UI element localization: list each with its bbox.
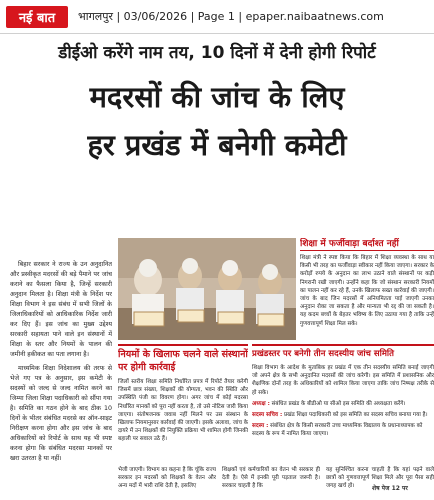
- box-title: शिक्षा में फर्जीवाड़ा बर्दाश्त नहीं: [300, 238, 434, 251]
- bottom-columns: [118, 466, 434, 500]
- committee-item-label: सदस्य :: [252, 423, 269, 430]
- bottom-column: भेजी जाएगी। विभाग का कहना है कि चूंकि राज्य सरकार इन मदरसों को शिक्षकों के वेतन और अन्य मदों में भारी राशि देती है, इसलिए: [118, 467, 216, 490]
- committee-item: [252, 422, 434, 438]
- masthead: [0, 0, 434, 34]
- subheadline: डीईओ करेंगे नाम तय, 10 दिनों में देनी होगी रिपोर्ट: [58, 43, 376, 63]
- article-body: [10, 260, 112, 488]
- box-title: नियमों के खिलाफ चलने वाले संस्थानों पर होगी कार्रवाई: [118, 344, 248, 374]
- sidebar-box-action: [118, 344, 248, 466]
- bottom-column: यह सुनिश्चित करना चाहती है कि यहां पढ़ने वाले छात्रों को गुणवत्तापूर्ण शिक्षा मिले और पूरा पैसा सही जगह खर्च हो।: [326, 467, 434, 490]
- bottom-column: शिक्षकों एवं कर्मचारियों का वेतन भी सरकार ही देती है। ऐसे में इनकी पूरी पड़ताल जरूरी है। सरकार चाहती है कि: [222, 467, 320, 490]
- sidebar-box-fraud: [300, 238, 434, 342]
- headline-line-1: मदरसों की जांच के लिए: [89, 80, 345, 114]
- committee-item: [252, 411, 434, 419]
- students-reading-illustration: [118, 238, 296, 340]
- body-paragraph: बिहार सरकार ने राज्य के उन अनुदानित और प्रस्वीकृत मदरसों की बड़े पैमाने पर जांच कराने का फैसला किया है, जिन्हें सरकारी अनुदान मिलता है। शिक्षा मंत्री के निर्देश पर शिक्षा विभाग ने इस संबंध में सभी जिलों के जिलाधिकारियों को आधिकारिक निर्देश जारी कर दिए हैं। इस जांच का मुख्य उद्देश्य सरकारी सहायता पाने वाले इन संस्थानों में शिक्षा के स्तर और नियमों के पालन की जमीनी हकीकत का पता लगाना है।: [10, 261, 112, 358]
- logo-text: नई बात: [18, 10, 56, 26]
- headline: [0, 74, 434, 170]
- committee-item: [252, 400, 434, 408]
- box-title: प्रखंडस्तर पर बनेगी तीन सदस्यीय जांच समिति: [252, 344, 434, 361]
- newspaper-logo: [6, 6, 68, 28]
- continuation-note: शेष पेज 12 पर: [372, 485, 408, 492]
- sidebar-box-committee: [252, 344, 434, 466]
- committee-item-text: प्रखंड शिक्षा पदाधिकारी को इस समिति का सदस्य सचिव बनाया गया है।: [283, 412, 428, 419]
- box-body: जिलों स्तरीय शिक्षा समिति निर्धारित प्रपत्र में रिपोर्ट तैयार करेगी जिसमें छात्र संख्या, शिक्षकों की योग्यता, भवन की स्थिति और उपस्थिति पंजी का विवरण होगा। अगर जांच में कोई मदरसा निर्धारित मानकों को पूरा नहीं करता है, तो उसे नोटिस जारी किया जाएगा। संतोषजनक जवाब नहीं मिलने पर उस संस्थान के खिलाफ नियमानुसार कार्रवाई की जाएगी। इसके अलावा, जांच के दायरे में उन शिक्षकों की नियुक्ति प्रक्रिया भी शामिल होगी जिनकी बहाली पर सवाल उठे हैं।: [118, 379, 248, 443]
- committee-item-text: संबंधित प्रखंड के बीडीओ या सीओ इस समिति की अध्यक्षता करेंगे।: [271, 400, 406, 407]
- body-paragraph: माध्यमिक शिक्षा निदेशालय की तरफ से भेजे गए पत्र के अनुसार, इस कमेटी के सदस्यों को जल्द से जल्द नामित करने का जिम्मा जिला शिक्षा पदाधिकारी को सौंपा गया है। समिति का गठन होने के बाद ठीक 10 दिनों के भीतर संबंधित मदरसे का ऑन-साइट निरीक्षण करना होगा और इस जांच के बाद अधिकारियों को रिपोर्ट के साथ यह भी स्पष्ट करना होगा कि संबंधित मदरसा मानकों पर खरा उतरता है या नहीं।: [10, 365, 112, 462]
- box-body: शिक्षा विभाग के आदेश के मुताबिक हर प्रखंड में एक तीन सदस्यीय समिति बनाई जाएगी जो अपने क्षेत्र के सभी अनुदानित मदरसों की जांच करेगी। इस समिति में प्रशासनिक और शैक्षणिक दोनों तरह के अधिकारियों को शामिल किया जाएगा ताकि जांच निष्पक्ष तरीके से हो सके।: [252, 365, 434, 396]
- edition-info: भागलपुर | 03/06/2026 | Page 1 | epaper.naibaatnews.com: [78, 10, 384, 23]
- committee-item-label: अध्यक्ष :: [252, 400, 270, 407]
- headline-line-2: हर प्रखंड में बनेगी कमेटी: [87, 128, 347, 162]
- committee-item-text: संबंधित क्षेत्र के किसी सरकारी उच्च माध्यमिक विद्यालय के प्रधानाध्यापक को सदस्य के रूप में नामित किया जाएगा।: [252, 423, 423, 438]
- box-body: शिक्षा मंत्री ने स्पष्ट किया कि बिहार में शिक्षा व्यवस्था के साथ या किसी भी तरह का फर्जीवाड़ा स्वीकार नहीं किया जाएगा। सरकार के करोड़ों रुपये के अनुदान का लाभ उठाने वाले संस्थानों पर कड़ी निगरानी रखी जाएगी। उन्होंने कहा कि जो संस्थान सरकारी नियमों का पालन नहीं कर रहे हैं, उनके खिलाफ सख्त कार्रवाई की जाएगी। जांच के बाद जिन मदरसों में अनियमितता पाई जाएगी उनका अनुदान रोका जा सकता है और मान्यता भी रद्द की जा सकती है। यह कदम बच्चों के बेहतर भविष्य के लिए उठाया गया है ताकि उन्हें गुणवत्तापूर्ण शिक्षा मिल सके।: [300, 255, 434, 327]
- committee-item-label: सदस्य सचिव :: [252, 412, 283, 419]
- news-photo: [118, 238, 296, 340]
